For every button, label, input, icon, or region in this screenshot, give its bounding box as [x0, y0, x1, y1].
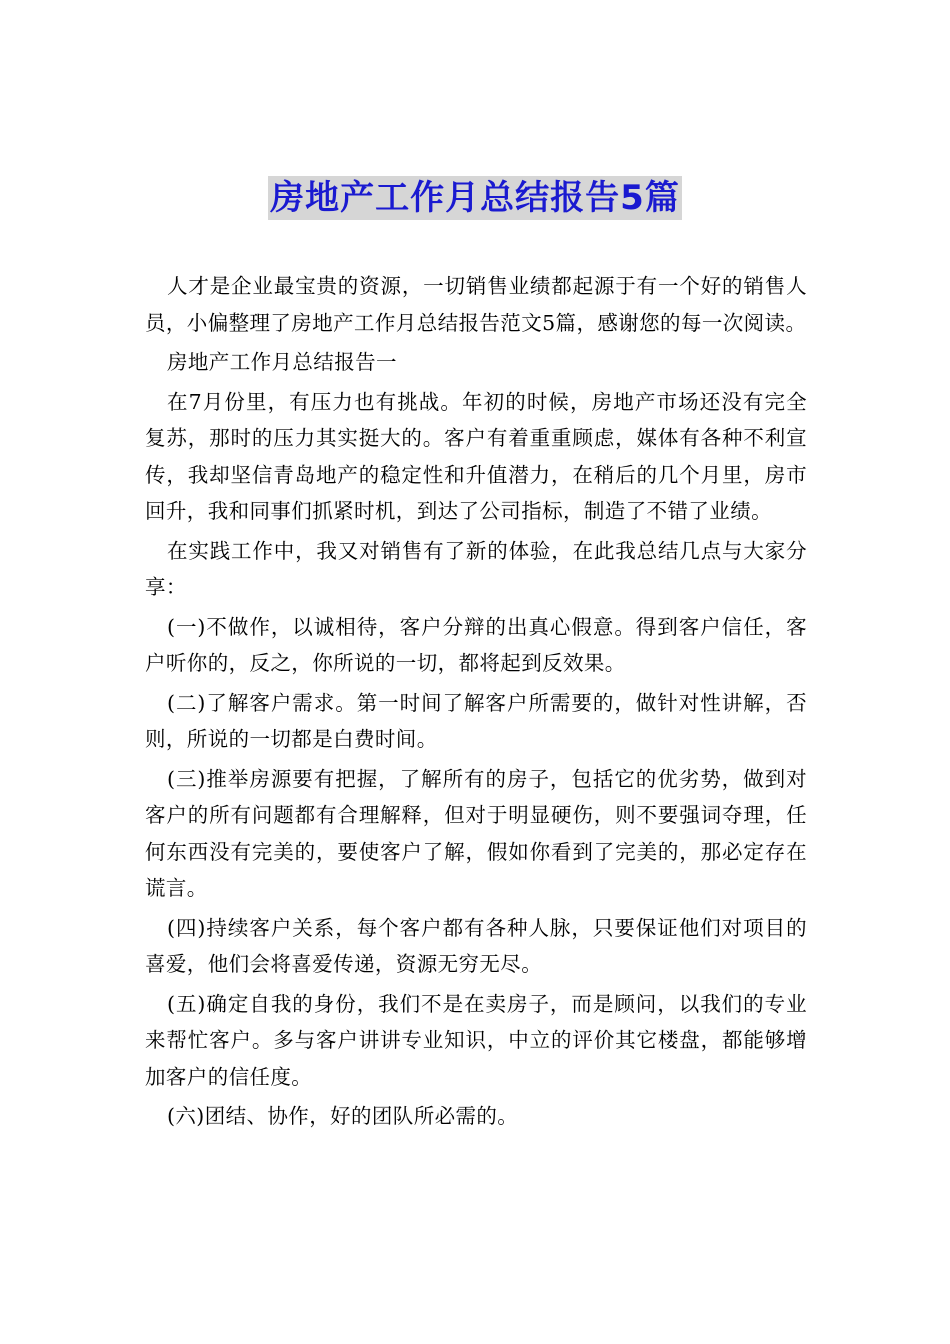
intro-paragraph: 人才是企业最宝贵的资源，一切销售业绩都起源于有一个好的销售人员，小偏整理了房地产工作月总结报告范文5篇，感谢您的每一次阅读。	[145, 274, 807, 335]
list-item: (四)持续客户关系，每个客户都有各种人脉，只要保证他们对项目的喜爱，他们会将喜爱传递，资源无穷无尽。	[145, 915, 807, 976]
body-paragraph: 在7月份里，有压力也有挑战。年初的时候，房地产市场还没有完全复苏，那时的压力其实挺大的。客户有着重重顾虑，媒体有各种不利宣传，我却坚信青岛地产的稳定性和升值潜力，在稍后的几个月里，房市回升，我和同事们抓紧时机，到达了公司指标，制造了不错了业绩。	[145, 389, 807, 523]
body-paragraph: 在实践工作中，我又对销售有了新的体验，在此我总结几点与大家分享：	[145, 538, 807, 599]
list-item: (一)不做作，以诚相待，客户分辩的出真心假意。得到客户信任，客户听你的，反之，你所说的一切，都将起到反效果。	[145, 614, 807, 675]
document-title: 房地产工作月总结报告5篇	[270, 178, 680, 218]
document-body	[145, 268, 807, 1138]
list-item: (三)推举房源要有把握，了解所有的房子，包括它的优劣势，做到对客户的所有问题都有合理解释，但对于明显硬伤，则不要强词夺理，任何东西没有完美的，要使客户了解，假如你看到了完美的，那必定存在谎言。	[145, 766, 807, 900]
list-item: (六)团结、协作，好的团队所必需的。	[167, 1104, 519, 1128]
list-item: (二)了解客户需求。第一时间了解客户所需要的，做针对性讲解，否则，所说的一切都是白费时间。	[145, 690, 807, 751]
title-container	[0, 176, 950, 220]
section-heading: 房地产工作月总结报告一	[167, 350, 397, 374]
list-item: (五)确定自我的身份，我们不是在卖房子，而是顾问，以我们的专业来帮忙客户。多与客户讲讲专业知识，中立的评价其它楼盘，都能够增加客户的信任度。	[145, 991, 807, 1089]
